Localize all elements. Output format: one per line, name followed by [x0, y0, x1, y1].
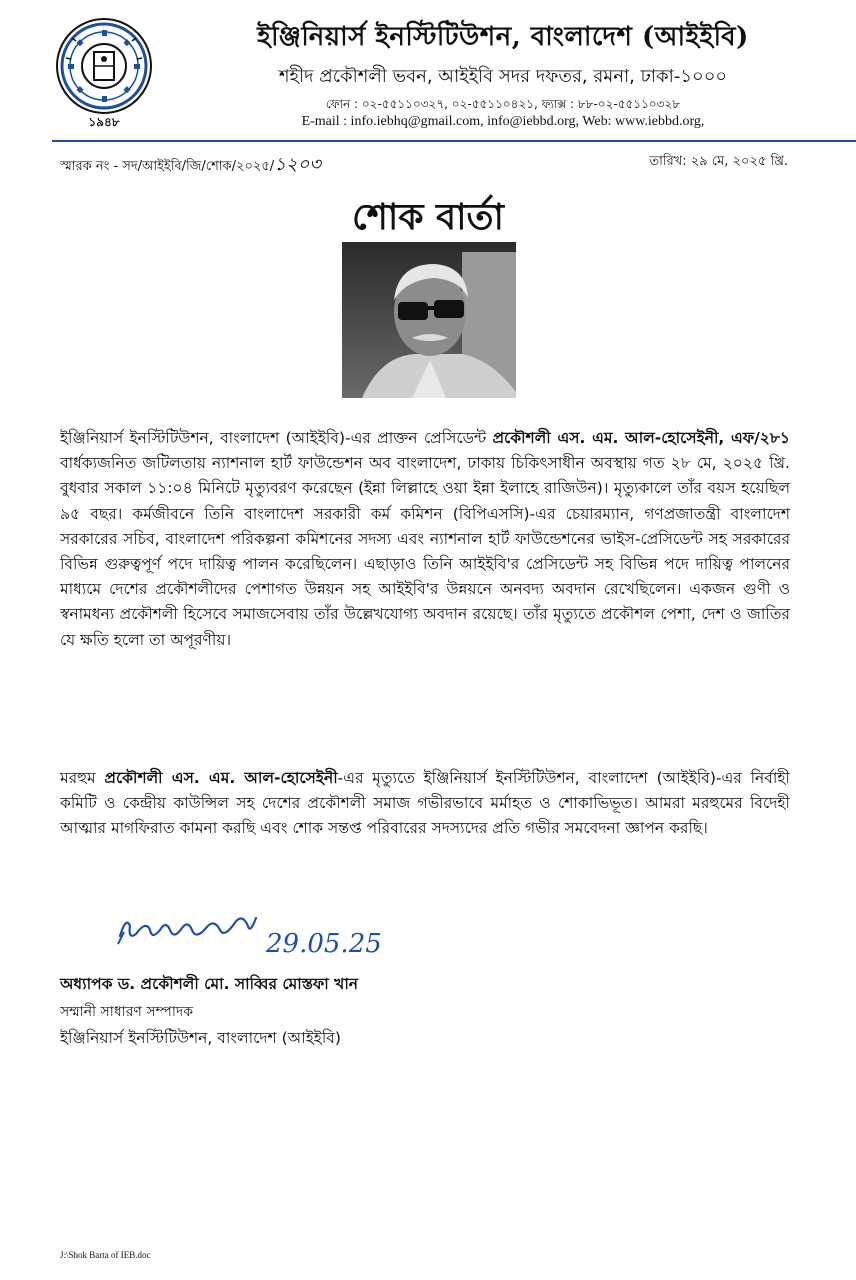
header-divider [52, 140, 856, 142]
memo-reference-prefix: স্মারক নং - সদ/আইইবি/জি/শোক/২০২৫/ [60, 159, 275, 174]
document-file-path: J:\Shok Barta of IEB.doc [60, 1250, 151, 1260]
signatory-organization: ইঞ্জিনিয়ার্স ইনস্টিটিউশন, বাংলাদেশ (আইইবি) [60, 1029, 341, 1047]
condolence-paragraph-2 [60, 766, 790, 842]
paragraph-1-body: বার্ধক্যজনিত জটিলতায় ন্যাশনাল হার্ট ফাউন্ডেশন অব বাংলাদেশ, ঢাকায় চিকিৎসাধীন অবস্থায় গত ২৮ মে, ২০২৫ খ্রি. বুধবার সকাল ১১:০৪ মিনিটে মৃত্যুবরণ করেছেন (ইন্না লিল্লাহে ওয়া ইন্না ইলাহে রাজিউন)। মৃত্যুকালে তাঁর বয়স হয়েছিল ৯৫ বছর। কর্মজীবনে তিনি বাংলাদেশ সরকারী কর্ম কমিশন (বিপিএসসি)-এর চেয়ারম্যান, গণপ্রজাতন্ত্রী বাংলাদেশ সরকারের সচিব, বাংলাদেশ পরিকল্পনা কমিশনের সদস্য এবং ন্যাশনাল হার্ট ফাউন্ডেশনের ভাইস-প্রেসিডেন্ট সহ সরকারের বিভিন্ন গুরুত্বপূর্ণ পদে দায়িত্ব পালন করেছিলেন। এছাড়াও তিনি আইইবি'র প্রেসিডেন্ট সহ বিভিন্ন পদে দায়িত্ব পালনের মাধ্যমে দেশের প্রকৌশলীদের পেশাগত উন্নয়ন সহ আইইবি'র উন্নয়নে অনবদ্য অবদান রেখেছিলেন। একজন গুণী ও স্বনামধন্য প্রকৌশলী হিসেবে সমাজসেবায় তাঁর উল্লেখযোগ্য অবদান রয়েছে। তাঁর মৃত্যুতে প্রকৌশল পেশা, দেশ ও জাতির যে ক্ষতি হলো তা অপূরণীয়। [60, 454, 790, 649]
letterhead [0, 0, 856, 140]
signature-date: 29.05.25 [266, 929, 382, 959]
deceased-name-bold-2: প্রকৌশলী এস. এম. আল-হোসেইনী [104, 769, 338, 787]
condolence-paragraph-1 [60, 426, 790, 653]
paragraph-1-intro: ইঞ্জিনিয়ার্স ইনস্টিটিউশন, বাংলাদেশ (আইইবি)-এর প্রাক্তন প্রেসিডেন্ট [60, 429, 493, 447]
org-address: শহীদ প্রকৌশলী ভবন, আইইবি সদর দফতর, রমনা, ঢাকা-১০০০ [278, 66, 728, 87]
org-name: ইঞ্জিনিয়ার্স ইনস্টিটিউশন, বাংলাদেশ (আইইবি) [257, 22, 749, 52]
deceased-name-bold: প্রকৌশলী এস. এম. আল-হোসেইনী, এফ/২৮১ [492, 429, 790, 447]
handwritten-signature [116, 896, 416, 968]
memo-date: তারিখ: ২৯ মে, ২০২৫ খ্রি. [649, 154, 788, 169]
org-phone-fax: ফোন : ০২-৫৫১১০৩২৭, ০২-৫৫১১০৪২১, ফ্যাক্স : ৮৮-০২-৫৫১১০৩২৮ [325, 97, 681, 111]
memo-reference [60, 150, 321, 181]
signatory-title: সম্মানী সাধারণ সম্পাদক [60, 1004, 194, 1020]
org-email-web: E-mail : info.iebhq@gmail.com, info@iebbd.org, Web: www.iebbd.org, [301, 114, 705, 129]
ieb-logo-seal [52, 8, 160, 136]
signatory-name: অধ্যাপক ড. প্রকৌশলী মো. সাব্বির মোস্তফা খান [60, 975, 359, 993]
paragraph-2-body: -এর মৃত্যুতে ইঞ্জিনিয়ার্স ইনস্টিটিউশন, বাংলাদেশ (আইইবি)-এর নির্বাহী কমিটি ও কেন্দ্রীয় কাউন্সিল সহ দেশের প্রকৌশলী সমাজ গভীরভাবে মর্মাহত ও শোকাভিভূত। আমরা মরহুমের বিদেহী আত্মার মাগফিরাত কামনা করছি এবং শোক সন্তপ্ত পরিবারের সদস্যদের প্রতি গভীর সমবেদনা জ্ঞাপন করছি। [60, 769, 790, 838]
logo-year: ১৯৪৮ [88, 115, 120, 129]
paragraph-2-intro: মরহুম [60, 769, 105, 787]
memo-reference-number: ১২০৩ [274, 154, 321, 175]
portrait-photo [342, 242, 516, 398]
page-title: শোক বার্তা [352, 196, 504, 238]
